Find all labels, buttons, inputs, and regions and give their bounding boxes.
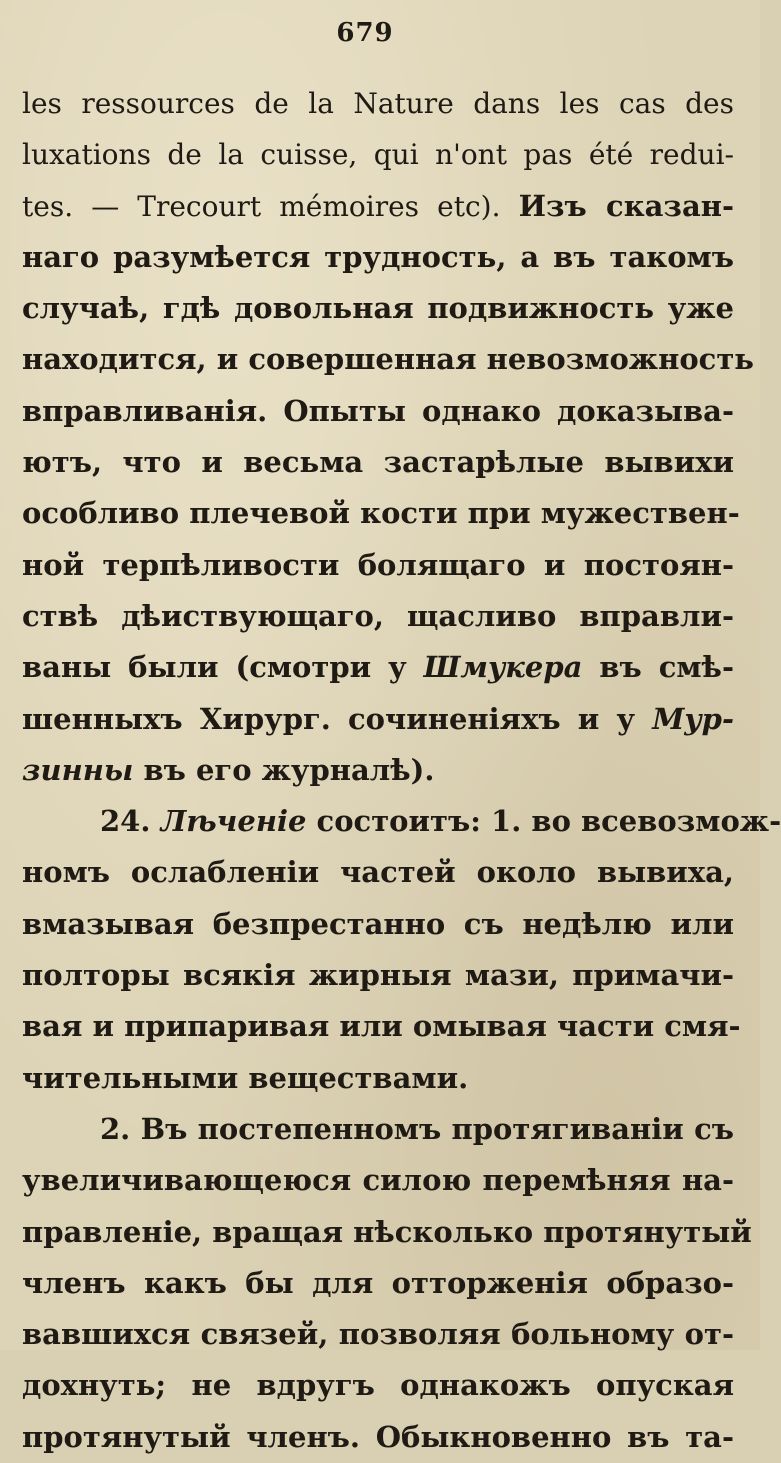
text-line bbox=[22, 1053, 734, 1104]
text-segment: полторы всякія жирныя мази, примачи- bbox=[22, 958, 734, 993]
text-segment: въ смѣ- bbox=[582, 650, 734, 685]
text-line bbox=[22, 1001, 741, 1052]
text-line bbox=[22, 129, 734, 180]
text-segment: 24. bbox=[100, 804, 161, 839]
text-line bbox=[22, 899, 734, 950]
text-segment: 2. Въ постепенномъ протягиваніи съ bbox=[100, 1111, 734, 1146]
text-segment: вправливанія. Опыты однако доказыва- bbox=[22, 393, 734, 428]
text-segment: находится, и совершенная невозможность bbox=[22, 342, 754, 377]
text-segment: вая и припаривая или омывая части смя- bbox=[22, 1009, 741, 1044]
text-segment: правленіе, вращая нѣсколько протянутый bbox=[22, 1214, 752, 1249]
text-segment: въ его журналѣ). bbox=[133, 752, 435, 787]
text-segment: Изъ сказан- bbox=[518, 188, 734, 223]
text-segment: ной терпѣливости болящаго и постоян- bbox=[22, 547, 734, 582]
text-line bbox=[22, 232, 734, 283]
text-line bbox=[22, 1360, 734, 1411]
text-line bbox=[22, 334, 754, 385]
text-segment: протянутый членъ. Обыкновенно въ та- bbox=[22, 1419, 734, 1454]
text-line bbox=[22, 950, 734, 1001]
text-line bbox=[22, 1309, 734, 1360]
text-segment: номъ ослабленіи частей около вывиха, bbox=[22, 855, 734, 890]
text-segment: les ressources de la Nature dans les cas des bbox=[22, 87, 734, 120]
italic-text-segment: Лѣченіе bbox=[160, 804, 307, 839]
text-line bbox=[22, 386, 734, 437]
text-segment: состоитъ: 1. во всевозмож- bbox=[306, 804, 781, 839]
text-line bbox=[22, 1155, 734, 1206]
text-line bbox=[22, 847, 734, 898]
text-line bbox=[22, 1412, 734, 1463]
page-number: 679 bbox=[336, 18, 394, 48]
text-segment: вавшихся связей, позволяя больному от- bbox=[22, 1317, 734, 1352]
text-segment: наго разумѣется трудность, а въ такомъ bbox=[22, 239, 734, 274]
italic-text-segment: зинны bbox=[22, 752, 134, 787]
text-line bbox=[22, 1258, 734, 1309]
text-segment: членъ какъ бы для отторженія образо- bbox=[22, 1265, 734, 1300]
text-line bbox=[22, 591, 734, 642]
body-text bbox=[22, 78, 781, 1463]
italic-text-segment: Шмукера bbox=[423, 650, 583, 685]
text-segment: случаѣ, гдѣ довольная подвижность уже bbox=[22, 291, 734, 326]
text-line bbox=[22, 1104, 734, 1155]
text-line bbox=[22, 796, 781, 847]
text-line bbox=[22, 488, 740, 539]
text-line bbox=[22, 694, 734, 745]
text-segment: увеличивающеюся силою перемѣняя на- bbox=[22, 1163, 734, 1198]
text-segment: ствѣ дѣиствующаго, щасливо вправли- bbox=[22, 598, 734, 633]
text-segment: ютъ, что и весьма застарѣлые вывихи bbox=[22, 445, 734, 480]
text-segment: дохнуть; не вдругъ однакожъ опуская bbox=[22, 1368, 734, 1403]
text-line bbox=[22, 283, 734, 334]
italic-text-segment: Мур- bbox=[652, 701, 734, 736]
text-line bbox=[22, 181, 734, 232]
text-segment: особливо плечевой кости при мужествен- bbox=[22, 496, 740, 531]
text-line bbox=[22, 78, 734, 129]
text-segment: шенныхъ Хирург. сочиненіяхъ и у bbox=[22, 701, 653, 736]
text-segment: ваны были (смотри у bbox=[22, 650, 424, 685]
text-line bbox=[22, 745, 734, 796]
text-segment: вмазывая безпрестанно съ недѣлю или bbox=[22, 906, 734, 941]
text-line bbox=[22, 437, 734, 488]
text-line bbox=[22, 540, 734, 591]
text-segment: tes. — Trecourt mémoires etc). bbox=[22, 189, 519, 223]
text-segment: чительными веществами. bbox=[22, 1060, 469, 1095]
text-segment: luxations de la cuisse, qui n'ont pas été redui- bbox=[22, 138, 734, 172]
text-line bbox=[22, 1207, 752, 1258]
text-line bbox=[22, 642, 734, 693]
